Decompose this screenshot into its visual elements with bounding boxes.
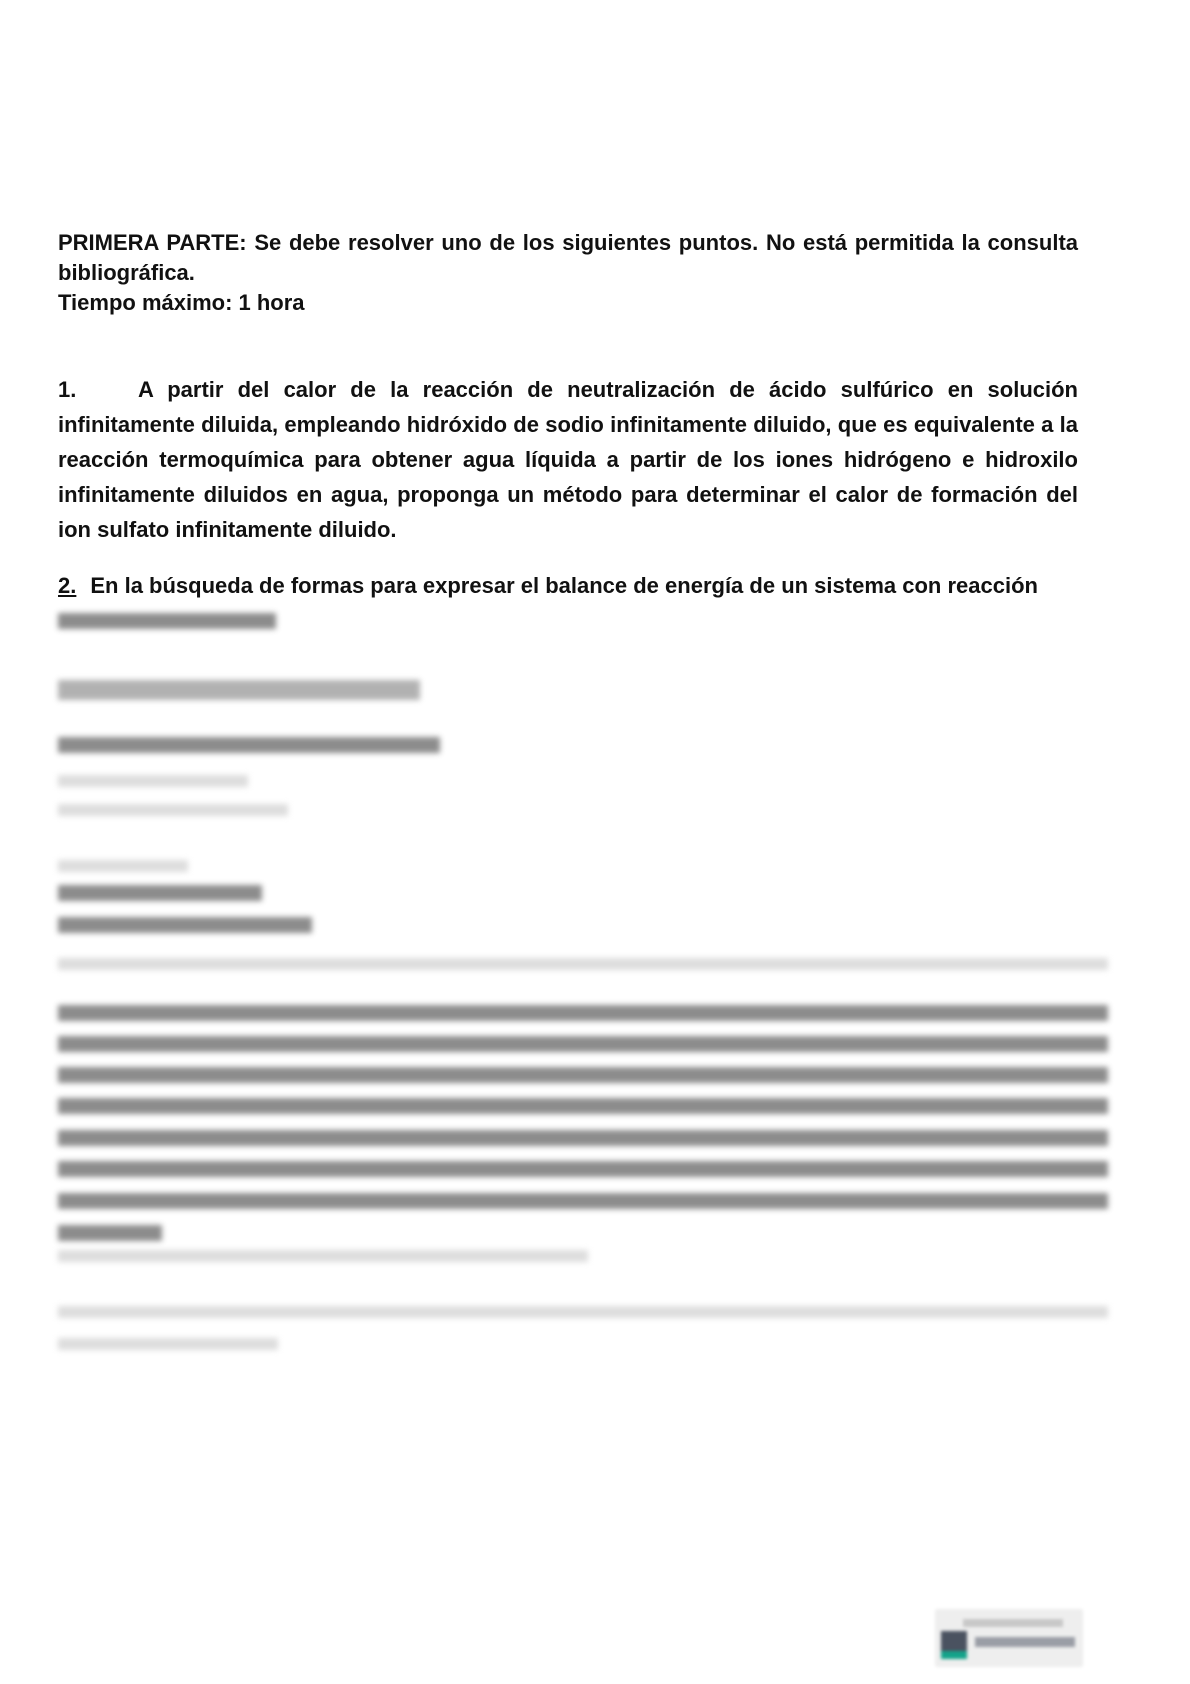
watermark-badge: [935, 1609, 1083, 1667]
question-number: 2.: [58, 573, 77, 598]
question-number: 1.: [58, 377, 77, 402]
question-text: En la búsqueda de formas para expresar el balance de energía de un sistema con reacción: [90, 573, 1038, 598]
question-2: [58, 568, 1088, 603]
logo-icon: [941, 1631, 967, 1653]
time-limit: Tiempo máximo: 1 hora: [58, 290, 305, 315]
question-text: A partir del calor de la reacción de neutralización de ácido sulfúrico en solución infinitamente diluida, empleando hidróxido de sodio infinitamente diluido, que es equivalente a la reacción termoquímica para obtener agua líquida a partir de los iones hidrógeno e hidroxilo infinitamente diluidos en agua, proponga un método para determinar el calor de formación del ion sulfato infinitamente diluido.: [58, 377, 1078, 542]
header-line: PRIMERA PARTE: Se debe resolver uno de los siguientes puntos. No está permitida la consulta bibliográfica.: [58, 230, 1078, 285]
question-1: [58, 372, 1078, 547]
instructions-header: [58, 228, 1078, 318]
